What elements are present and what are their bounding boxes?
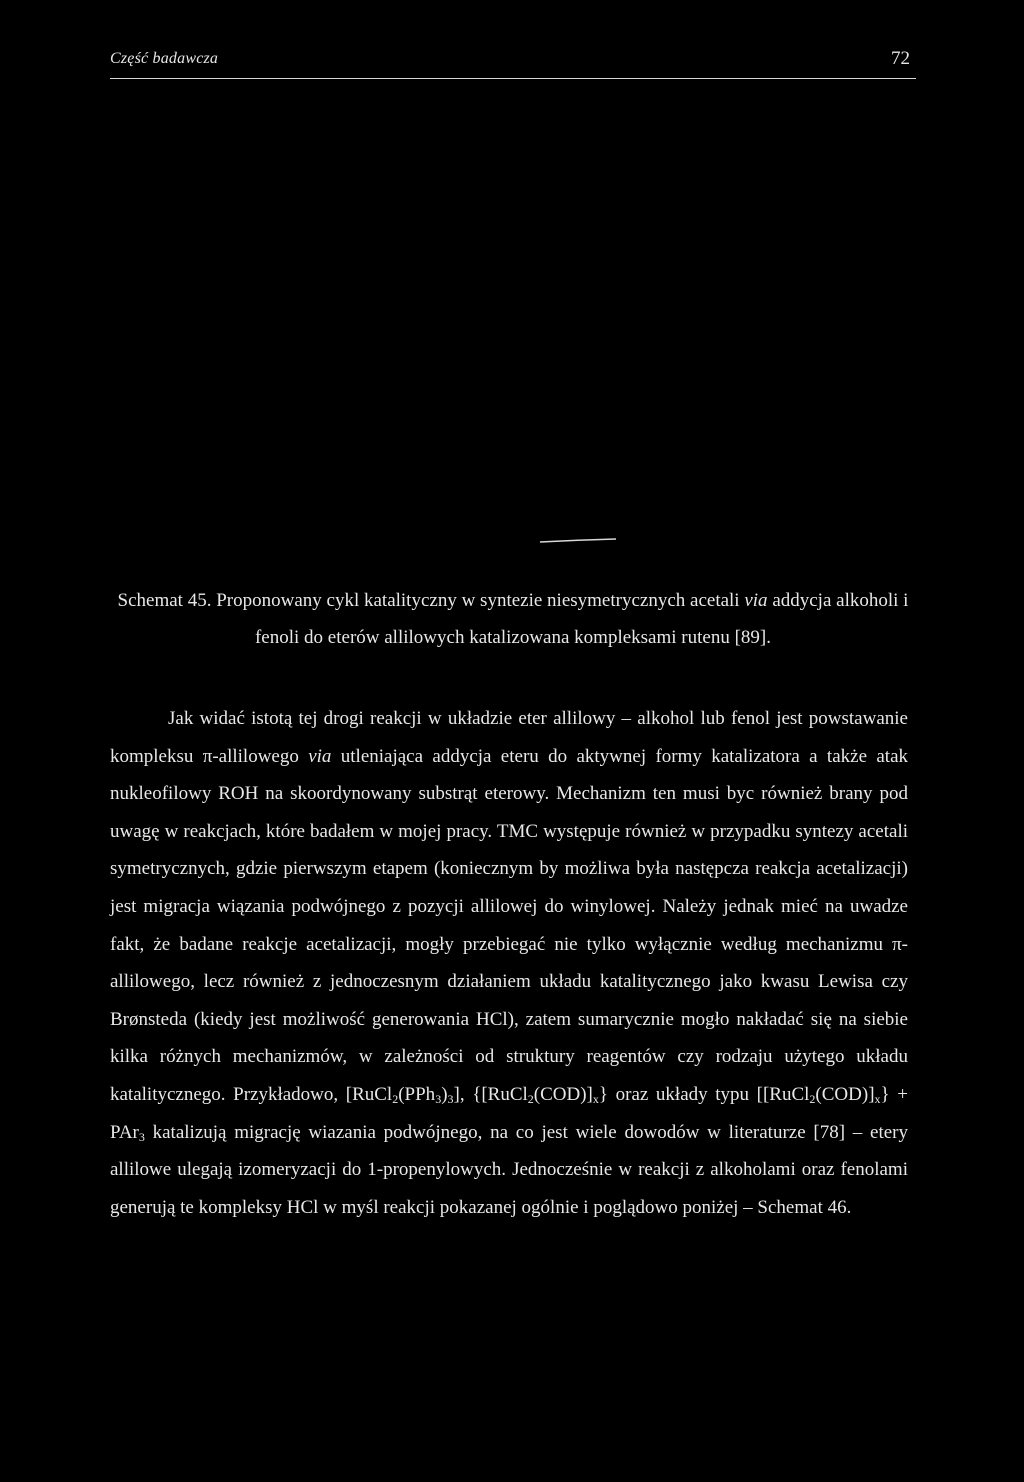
paragraph-text-7: } oraz układy typu [[RuCl xyxy=(598,1083,810,1105)
paragraph-via: via xyxy=(308,745,332,767)
figure-residual-stroke xyxy=(538,536,618,546)
paragraph-text-4: ) xyxy=(441,1083,448,1105)
scheme-figure-area xyxy=(110,90,916,560)
page-number: 72 xyxy=(891,48,910,69)
subscript: x xyxy=(874,1091,881,1106)
body-paragraph xyxy=(110,700,908,1226)
subscript: x xyxy=(592,1091,599,1106)
paragraph-text-9: } + PAr xyxy=(110,1083,908,1143)
subscript: 3 xyxy=(138,1129,145,1144)
paragraph-text-6: (COD)] xyxy=(533,1083,593,1105)
subscript: 2 xyxy=(527,1091,534,1106)
subscript: 2 xyxy=(392,1091,399,1106)
paragraph-text-10: katalizują migrację wiazania podwójnego, na co jest wiele dowodów w literaturze [78] – etery allilowe ulegają izomeryzacji do 1-propenylowych. Jednocześnie w reakcji z alkoholami oraz fenolami generują te kompleksy HCl w myśl reakcji pokazanej ogólnie i poglądowo poniżej – Schemat 46. xyxy=(110,1121,908,1218)
caption-text-part2: addycja alkoholi i fenoli do eterów allilowych katalizowana kompleksami rutenu [89]. xyxy=(254,590,909,648)
caption-label: Schemat 45. xyxy=(117,590,212,611)
paragraph-text-1: Jak widać istotą tej drogi reakcji w układzie eter allilowy – alkohol lub fenol jest powstawanie kompleksu π-allilowego xyxy=(110,708,908,767)
paragraph-text-3: (PPh xyxy=(398,1083,436,1105)
scheme-caption xyxy=(110,582,916,656)
subscript: 2 xyxy=(809,1091,816,1106)
paragraph-text-5: ], {[RuCl xyxy=(453,1083,528,1105)
paragraph-text-2: utleniająca addycja eteru do aktywnej formy katalizatora a także atak nukleofilowy ROH na skoordynowany substrąt eterowy. Mechanizm ten musi byc również brany pod uwagę w reakcjach, które badałem w mojej pracy. TMC występuje również w przypadku syntezy acetali symetrycznych, gdzie pierwszym etapem (koniecznym by możliwa była następcza reakcja acetalizacji) jest migracja wiązania podwójnego z pozycji allilowej do winylowej. Należy jednak mieć na uwadze fakt, że badane reakcje acetalizacji, mogły przebiegać nie tylko wyłącznie według mechanizmu π-allilowego, lecz również z jednoczesnym działaniem układu katalitycznego jako kwasu Lewisa czy Brønsteda (kiedy jest możliwość generowania HCl), zatem sumarycznie mogło nakładać się na siebie kilka różnych mechanizmów, w zależności od struktury reagentów czy rodzaju użytego układu katalitycznego. Przykładowo, [RuCl xyxy=(110,745,908,1105)
page-header xyxy=(110,48,916,79)
caption-text-part1: Proponowany cykl katalityczny w syntezie niesymetrycznych acetali xyxy=(216,590,740,611)
caption-via: via xyxy=(744,590,768,611)
running-header-section: Część badawcza xyxy=(110,50,219,67)
subscript: 3 xyxy=(435,1091,442,1106)
paragraph-text-8: (COD)] xyxy=(815,1083,875,1105)
subscript: 3 xyxy=(447,1091,454,1106)
